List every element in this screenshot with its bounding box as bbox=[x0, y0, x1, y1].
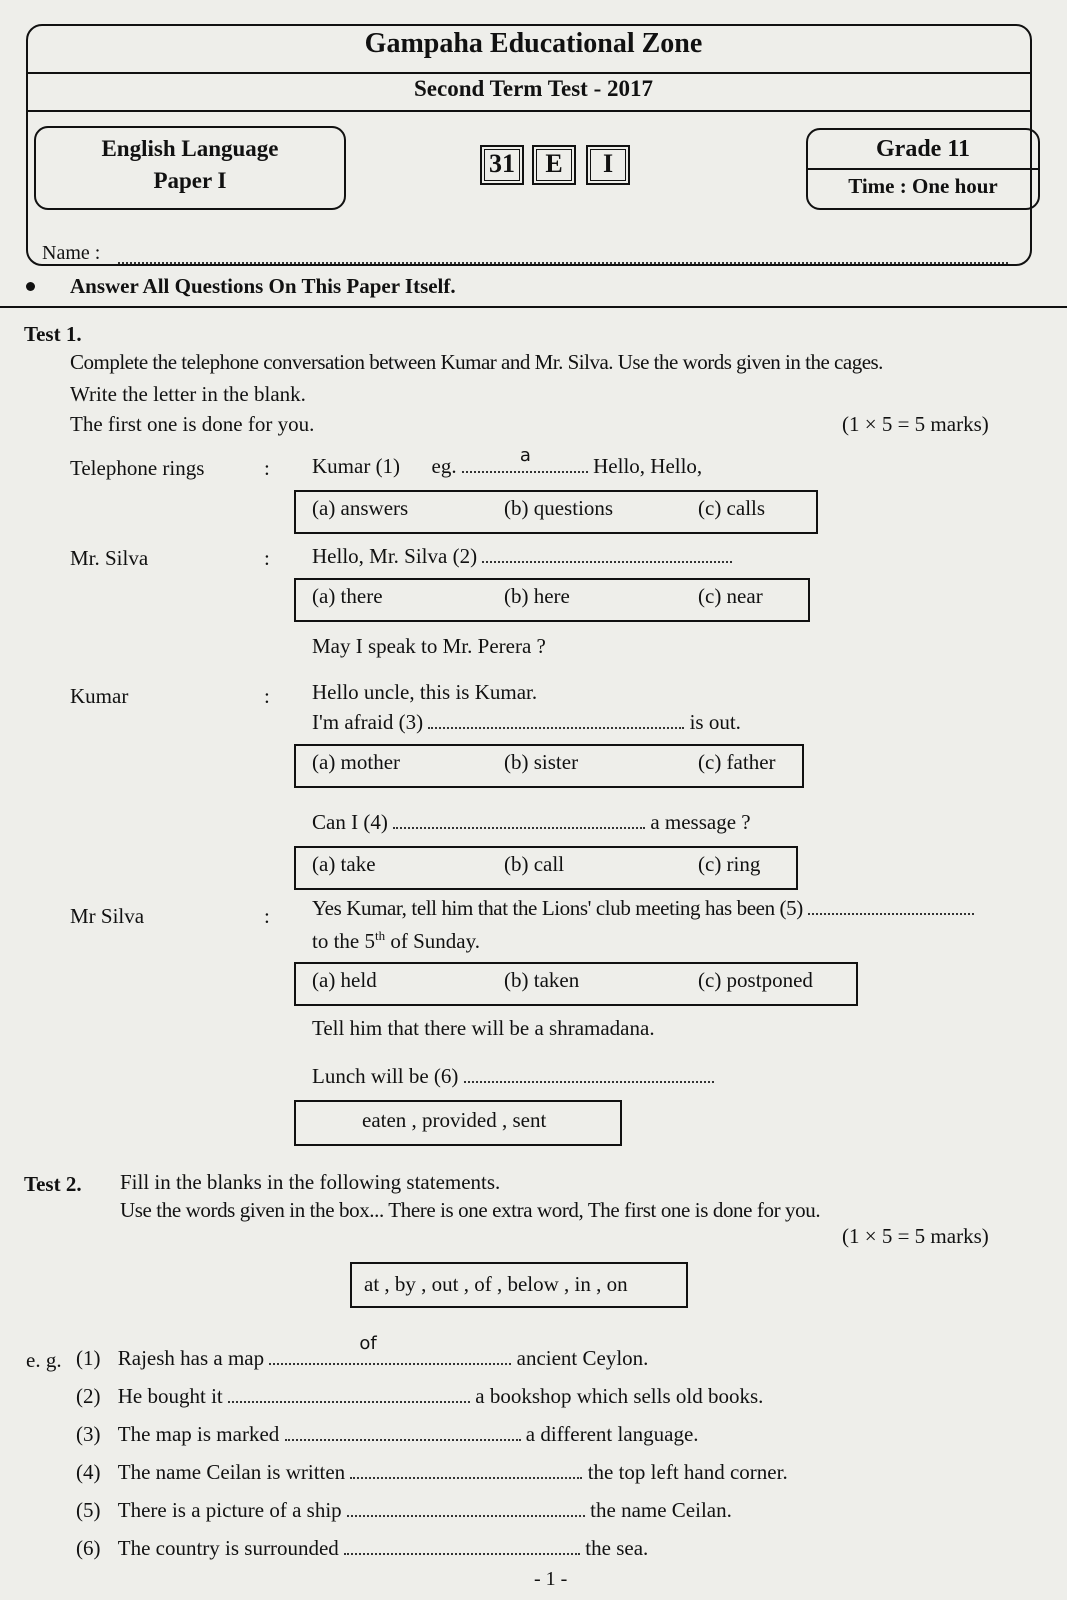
item-1-blank[interactable] bbox=[269, 1333, 511, 1365]
instruction-text: Answer All Questions On This Paper Itself. bbox=[70, 274, 456, 298]
name-label: Name : bbox=[42, 242, 101, 264]
item-6-post: the sea. bbox=[585, 1536, 649, 1560]
cage-4-option-b: (b) call bbox=[504, 852, 565, 876]
item-2-pre: He bought it bbox=[117, 1384, 223, 1408]
speaker-mr-silva-2: Mr Silva bbox=[70, 904, 145, 928]
test1-instruction-1: Complete the telephone conversation between Kumar and Mr. Silva. Use the words given in the cages. bbox=[70, 350, 883, 374]
speaker-mr-silva: Mr. Silva bbox=[70, 546, 149, 570]
colon: : bbox=[264, 546, 270, 570]
blank-3[interactable] bbox=[428, 713, 684, 729]
blank-5[interactable] bbox=[808, 899, 974, 915]
cage-3-option-a: (a) mother bbox=[312, 750, 401, 774]
item-4-post: the top left hand corner. bbox=[587, 1460, 788, 1484]
item-6-pre: The country is surrounded bbox=[117, 1536, 339, 1560]
test2-instruction-1: Fill in the blanks in the following statements. bbox=[120, 1170, 501, 1194]
item-5-post: the name Ceilan. bbox=[590, 1498, 732, 1522]
subject-label: English Language bbox=[101, 136, 279, 161]
bullet-icon bbox=[26, 282, 35, 291]
cage-4-option-a: (a) take bbox=[312, 852, 376, 876]
item-1-num: (1) bbox=[76, 1346, 101, 1370]
cage-2 bbox=[294, 578, 810, 622]
speaker-kumar: Kumar bbox=[70, 684, 129, 708]
line-1-pre: Kumar (1) eg. bbox=[312, 454, 457, 478]
cage-1-option-c: (c) calls bbox=[698, 496, 766, 520]
line-2b-text: May I speak to Mr. Perera ? bbox=[312, 634, 546, 658]
test1-title: Test 1. bbox=[24, 322, 82, 346]
line-5b-pre: to the 5 bbox=[312, 929, 375, 953]
item-6-num: (6) bbox=[76, 1536, 101, 1560]
line-3a-text: Hello uncle, this is Kumar. bbox=[312, 680, 538, 704]
item-6 bbox=[76, 1536, 648, 1561]
item-1-answer: of bbox=[359, 1333, 377, 1354]
speaker-telephone: Telephone rings bbox=[70, 456, 205, 480]
subject-box bbox=[34, 126, 346, 210]
name-input[interactable] bbox=[118, 248, 1008, 264]
item-5-blank[interactable] bbox=[347, 1501, 585, 1517]
line-2-pre: Hello, Mr. Silva (2) bbox=[312, 544, 478, 568]
cage-5 bbox=[294, 962, 858, 1006]
eg-label: e. g. bbox=[26, 1348, 62, 1372]
code-box-i: I bbox=[586, 145, 630, 185]
test2-marks: (1 × 5 = 5 marks) bbox=[842, 1224, 989, 1248]
line-1-post: Hello, Hello, bbox=[593, 454, 703, 478]
header-divider-1 bbox=[26, 72, 1032, 74]
test1-instruction-3: The first one is done for you. bbox=[70, 412, 315, 436]
item-2 bbox=[76, 1384, 763, 1409]
instruction-divider bbox=[0, 306, 1067, 308]
cage-6 bbox=[294, 1100, 622, 1146]
item-4-num: (4) bbox=[76, 1460, 101, 1484]
cage-6-words: eaten , provided , sent bbox=[362, 1108, 547, 1132]
cage-4-option-c: (c) ring bbox=[698, 852, 761, 876]
blank-6[interactable] bbox=[464, 1067, 714, 1083]
item-6-blank[interactable] bbox=[344, 1539, 580, 1555]
item-5-num: (5) bbox=[76, 1498, 101, 1522]
cage-3 bbox=[294, 744, 804, 788]
item-4-blank[interactable] bbox=[350, 1463, 582, 1479]
blank-4[interactable] bbox=[393, 813, 645, 829]
cage-2-option-c: (c) near bbox=[698, 584, 763, 608]
code-box-e: E bbox=[532, 145, 576, 185]
word-box bbox=[350, 1262, 688, 1308]
grade-divider bbox=[808, 168, 1038, 170]
line-5b-text bbox=[312, 928, 480, 954]
colon: : bbox=[264, 904, 270, 928]
line-2-text bbox=[312, 544, 732, 569]
item-2-blank[interactable] bbox=[228, 1387, 470, 1403]
page-number: - 1 - bbox=[534, 1568, 568, 1590]
line-6a-text: Tell him that there will be a shramadana. bbox=[312, 1016, 655, 1040]
item-2-post: a bookshop which sells old books. bbox=[475, 1384, 764, 1408]
item-5-pre: There is a picture of a ship bbox=[117, 1498, 342, 1522]
item-3 bbox=[76, 1422, 699, 1447]
colon: : bbox=[264, 684, 270, 708]
time-label: Time : One hour bbox=[848, 174, 998, 198]
test1-marks: (1 × 5 = 5 marks) bbox=[842, 412, 989, 436]
item-3-blank[interactable] bbox=[285, 1425, 521, 1441]
test-title: Second Term Test - 2017 bbox=[414, 76, 653, 101]
line-5-pre: Yes Kumar, tell him that the Lions' club meeting has been (5) bbox=[312, 896, 803, 920]
cage-2-option-a: (a) there bbox=[312, 584, 383, 608]
line-3-text bbox=[312, 710, 741, 735]
answer-1: a bbox=[519, 445, 531, 466]
item-5 bbox=[76, 1498, 732, 1523]
cage-2-option-b: (b) here bbox=[504, 584, 570, 608]
line-6-text bbox=[312, 1064, 714, 1089]
word-box-words: at , by , out , of , below , in , on bbox=[364, 1272, 628, 1296]
item-1 bbox=[76, 1333, 649, 1371]
test1-instruction-2: Write the letter in the blank. bbox=[70, 382, 306, 406]
code-box-31: 31 bbox=[480, 145, 524, 185]
line-4-text bbox=[312, 810, 751, 835]
item-3-num: (3) bbox=[76, 1422, 101, 1446]
grade-box bbox=[806, 128, 1040, 210]
line-6-pre: Lunch will be (6) bbox=[312, 1064, 459, 1088]
line-4-post: a message ? bbox=[650, 810, 751, 834]
test2-instruction-2: Use the words given in the box... There is one extra word, The first one is done for you. bbox=[120, 1198, 821, 1222]
item-4-pre: The name Ceilan is written bbox=[117, 1460, 346, 1484]
item-1-pre: Rajesh has a map bbox=[117, 1346, 265, 1370]
paper-label: Paper I bbox=[153, 168, 227, 193]
grade-label: Grade 11 bbox=[876, 136, 970, 162]
line-5b-post: of Sunday. bbox=[385, 929, 481, 953]
cage-5-option-a: (a) held bbox=[312, 968, 377, 992]
line-1-text bbox=[312, 445, 703, 479]
line-5-text bbox=[312, 896, 974, 921]
zone-title: Gampaha Educational Zone bbox=[364, 28, 703, 59]
cage-4 bbox=[294, 846, 798, 890]
line-3-post: is out. bbox=[689, 710, 741, 734]
cage-1 bbox=[294, 490, 818, 534]
line-4-pre: Can I (4) bbox=[312, 810, 388, 834]
cage-3-option-b: (b) sister bbox=[504, 750, 579, 774]
header-divider-2 bbox=[26, 110, 1032, 112]
item-4 bbox=[76, 1460, 788, 1485]
item-3-post: a different language. bbox=[525, 1422, 699, 1446]
cage-1-option-b: (b) questions bbox=[504, 496, 614, 520]
cage-3-option-c: (c) father bbox=[698, 750, 776, 774]
item-1-post: ancient Ceylon. bbox=[516, 1346, 649, 1370]
blank-1[interactable] bbox=[462, 445, 588, 473]
colon: : bbox=[264, 456, 270, 480]
blank-2[interactable] bbox=[482, 547, 732, 563]
line-3-pre: I'm afraid (3) bbox=[312, 710, 424, 734]
cage-1-option-a: (a) answers bbox=[312, 496, 409, 520]
item-3-pre: The map is marked bbox=[117, 1422, 280, 1446]
cage-5-option-c: (c) postponed bbox=[698, 968, 813, 992]
item-2-num: (2) bbox=[76, 1384, 101, 1408]
line-5b-sup: th bbox=[375, 928, 386, 943]
cage-5-option-b: (b) taken bbox=[504, 968, 580, 992]
test2-title: Test 2. bbox=[24, 1172, 82, 1196]
